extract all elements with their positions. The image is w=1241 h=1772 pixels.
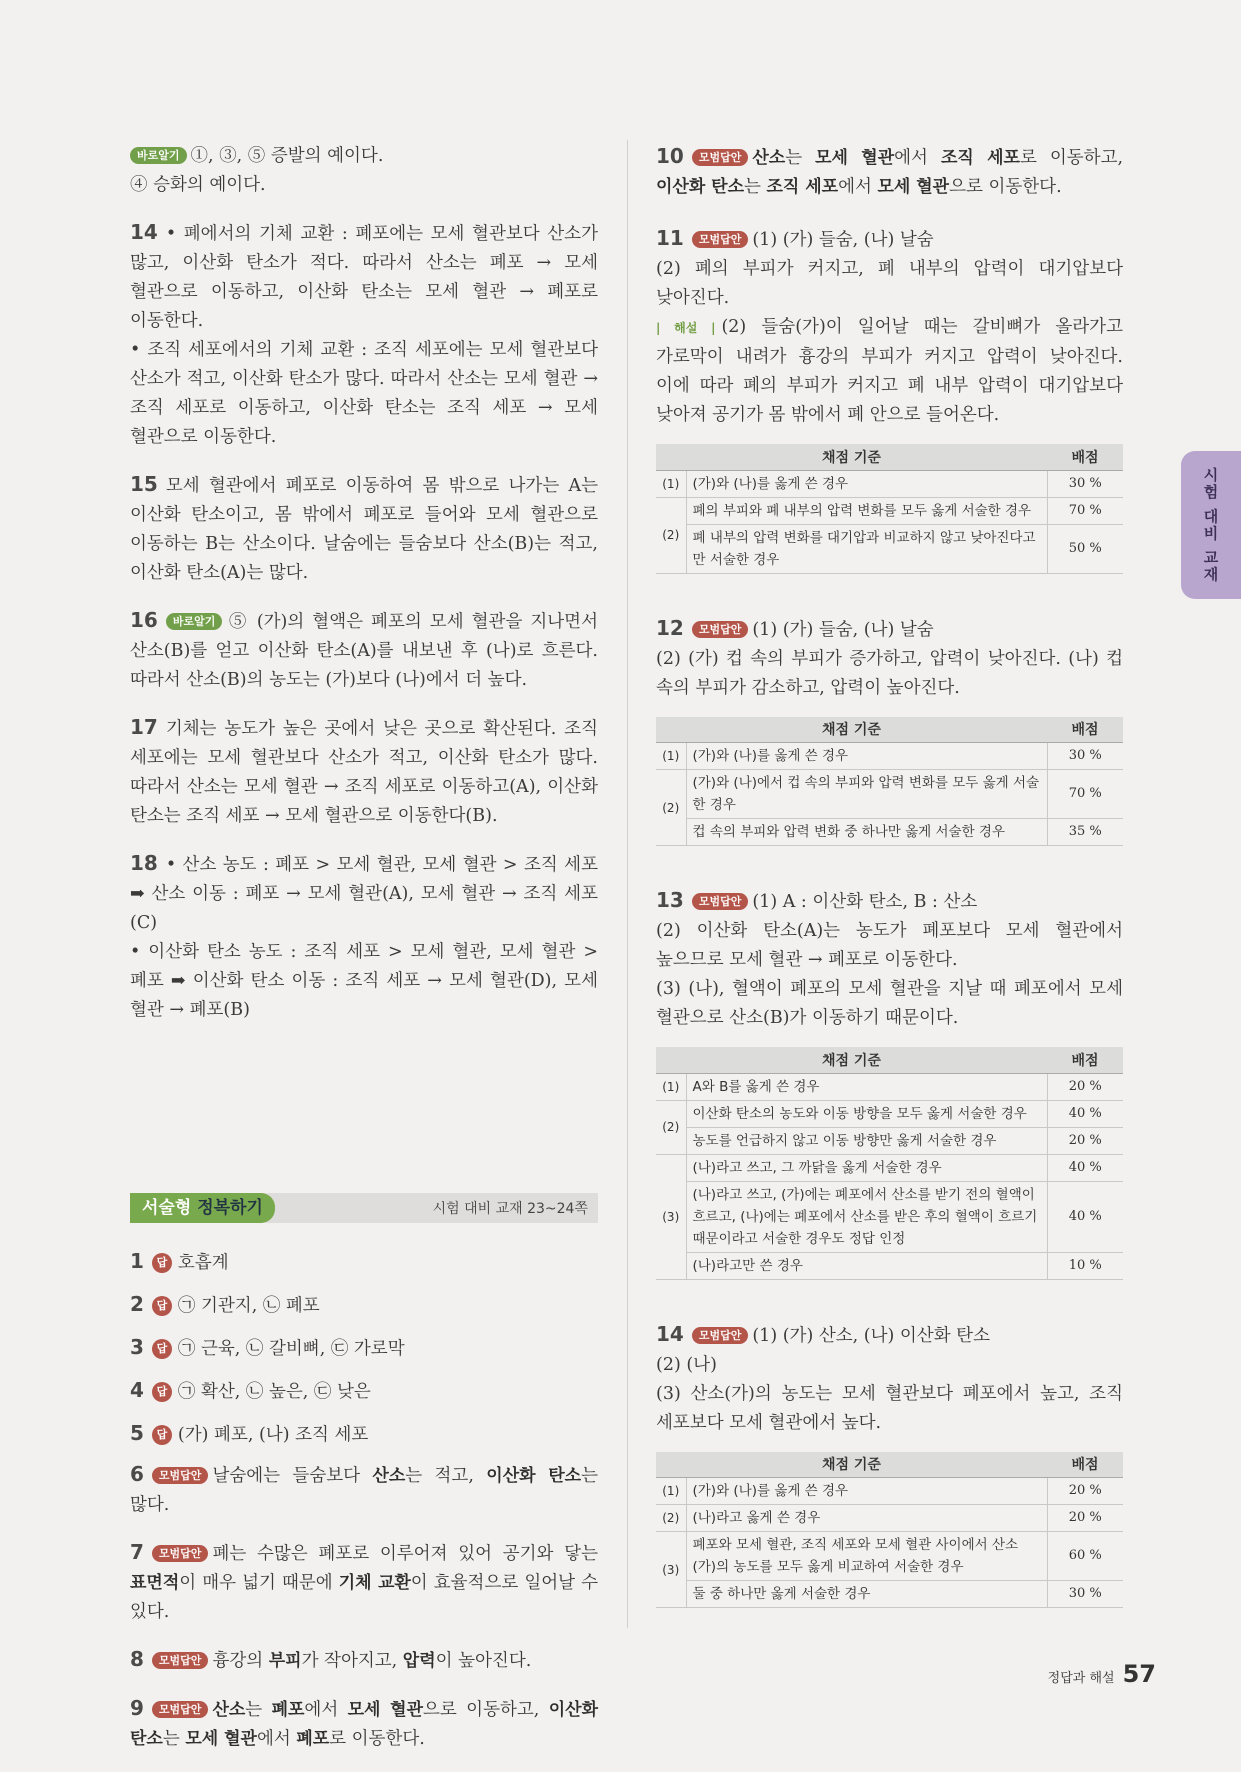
answer-14-descriptive: [656, 1320, 1123, 1609]
answer-text: 는: [245, 1700, 272, 1720]
table-cell: 70 %: [1047, 497, 1123, 524]
table-cell: (가)와 (나)를 옳게 쓴 경우: [686, 743, 1047, 770]
left-column: [130, 142, 598, 1772]
question-number: 7: [130, 1540, 144, 1564]
answer-text: (2) (나): [656, 1354, 717, 1375]
question-number: 14: [130, 220, 158, 244]
answer-text: 로 이동한다.: [329, 1729, 425, 1749]
section-title: [130, 1193, 275, 1223]
answer-6: [130, 1460, 598, 1520]
answer-15: [130, 470, 598, 588]
answer-text: 는: [162, 1729, 186, 1749]
table-header: 배점: [1047, 1047, 1123, 1073]
model-answer-badge: 모범답안: [692, 621, 749, 638]
answer-text: 흉강의: [212, 1651, 269, 1671]
question-number: 11: [656, 226, 684, 250]
short-answer-2: [130, 1284, 598, 1327]
table-cell: 20 %: [1047, 1505, 1123, 1532]
model-answer-badge: 모범답안: [152, 1545, 209, 1562]
grading-table: [656, 717, 1123, 847]
table-row: [656, 497, 1123, 524]
answer-text: 는 많다.: [130, 1466, 598, 1515]
table-cell: (나)라고 옳게 쓴 경우: [686, 1505, 1047, 1532]
table-cell: (2): [656, 1100, 686, 1154]
table-cell: 40 %: [1047, 1100, 1123, 1127]
table-cell: (1): [656, 470, 686, 497]
answer-mark: 답: [152, 1253, 172, 1273]
table-row: [656, 1252, 1123, 1279]
section-title-b: 정복하기: [191, 1198, 263, 1218]
table-cell: (나)라고 쓰고, (가)에는 폐포에서 산소를 받기 전의 혈액이 흐르고, (나)에는 폐포에서 산소를 받은 후의 혈액이 흐르기 때문이라고 서술한 경우도 정답 인정: [686, 1181, 1047, 1252]
table-cell: 20 %: [1047, 1073, 1123, 1100]
answer-7: [130, 1538, 598, 1627]
answer-text: 호흡계: [177, 1253, 229, 1273]
table-cell: (1): [656, 743, 686, 770]
keyword: 이산화 탄소: [656, 177, 745, 197]
keyword: 이산화 탄소: [486, 1466, 582, 1486]
table-cell: (3): [656, 1532, 686, 1608]
answer-8: [130, 1645, 598, 1676]
answer-text: • 조직 세포에서의 기체 교환 : 조직 세포에는 모세 혈관보다 산소가 적고, 이산화 탄소가 많다. 따라서 산소는 모세 혈관 → 조직 세포로 이동하고, 이산화 탄소는 조직 세포 → 모세 혈관으로 이동한다.: [130, 340, 598, 447]
keyword: 압력: [402, 1651, 436, 1671]
question-number: 1: [130, 1249, 144, 1273]
answer-text: (3) 산소(가)의 농도는 모세 혈관보다 폐포에서 높고, 조직 세포보다 모세 혈관에서 높다.: [656, 1383, 1123, 1433]
answer-text: 가 작아지고,: [301, 1651, 403, 1671]
answer-mark: 답: [152, 1296, 172, 1316]
table-header: 배점: [1047, 1452, 1123, 1478]
answer-12: [656, 614, 1123, 847]
table-cell: 70 %: [1047, 770, 1123, 819]
answer-text: (가) 폐포, (나) 조직 세포: [177, 1425, 369, 1445]
right-column: [656, 142, 1123, 1648]
short-answer-4: [130, 1370, 598, 1413]
page-footer: [1048, 1660, 1156, 1688]
table-header: 채점 기준: [656, 1047, 1047, 1073]
side-tab[interactable]: [1181, 451, 1241, 599]
table-cell: (3): [656, 1154, 686, 1279]
short-answer-list: [130, 1241, 598, 1456]
table-header: 채점 기준: [656, 444, 1047, 470]
model-answer-badge: 모범답안: [692, 231, 749, 248]
question-number: 18: [130, 851, 158, 875]
answer-9: [130, 1694, 598, 1754]
answer-text: 에서: [256, 1729, 297, 1749]
correct-badge: 바로알기: [130, 147, 187, 164]
section-header: [130, 1193, 598, 1223]
question-number: 14: [656, 1321, 684, 1346]
answer-text: 이 매우 넓기 때문에: [179, 1573, 339, 1593]
keyword: 모세 혈관: [815, 148, 895, 168]
table-cell: 10 %: [1047, 1252, 1123, 1279]
answer-text: 날숨에는 들숨보다: [212, 1466, 373, 1486]
table-cell: 폐포와 모세 혈관, 조직 세포와 모세 혈관 사이에서 산소(가)의 농도를 모두 옳게 비교하여 서술한 경우: [686, 1532, 1047, 1581]
answer-mark: 답: [152, 1425, 172, 1445]
model-answer-badge: 모범답안: [152, 1652, 209, 1669]
answer-text: (1) (가) 들숨, (나) 날숨: [752, 230, 934, 250]
table-cell: 40 %: [1047, 1154, 1123, 1181]
answer-18: [130, 849, 598, 1025]
keyword: 기체 교환: [338, 1573, 411, 1593]
keyword: 표면적: [130, 1573, 180, 1593]
footer-label: 정답과 해설: [1047, 1671, 1115, 1686]
answer-text: 으로 이동하고,: [423, 1700, 549, 1720]
table-cell: 20 %: [1047, 1478, 1123, 1505]
table-cell: 30 %: [1047, 743, 1123, 770]
table-cell: (1): [656, 1073, 686, 1100]
table-cell: 컵 속의 부피와 압력 변화 중 하나만 옳게 서술한 경우: [686, 819, 1047, 846]
answer-text: 에서: [304, 1700, 348, 1720]
answer-text: 는: [744, 177, 767, 197]
short-answer-5: [130, 1413, 598, 1456]
keyword: 산소: [212, 1700, 246, 1720]
table-row: [656, 1581, 1123, 1608]
table-cell: 폐의 부피와 폐 내부의 압력 변화를 모두 옳게 서술한 경우: [686, 497, 1047, 524]
answer-14: [130, 218, 598, 452]
correct-badge: 바로알기: [166, 613, 223, 630]
table-cell: 20 %: [1047, 1127, 1123, 1154]
table-row: [656, 770, 1123, 819]
keyword: 모세 혈관: [877, 177, 950, 197]
answer-text: (1) (가) 들숨, (나) 날숨: [752, 619, 934, 640]
keyword: 모세 혈관: [347, 1700, 423, 1720]
answer-16: [130, 606, 598, 695]
table-row: [656, 1532, 1123, 1581]
column-divider: [627, 140, 628, 1628]
answer-text: • 폐에서의 기체 교환 : 폐포에는 모세 혈관보다 산소가 많고, 이산화 탄소가 적다. 따라서 산소는 폐포 → 모세 혈관으로 이동하고, 이산화 탄소는 모세 혈관 → 폐포로 이동한다.: [130, 224, 598, 331]
question-number: 10: [656, 144, 684, 168]
model-answer-badge: 모범답안: [692, 1327, 749, 1344]
table-cell: 60 %: [1047, 1532, 1123, 1581]
short-answer-3: [130, 1327, 598, 1370]
answer-13: [656, 886, 1123, 1280]
model-answer-badge: 모범답안: [152, 1467, 209, 1484]
answer-text: ①, ③, ⑤ 증발의 예이다.: [190, 146, 384, 166]
table-header: 채점 기준: [656, 717, 1047, 743]
keyword: 산소: [372, 1466, 406, 1486]
question-number: 3: [130, 1335, 144, 1359]
answer-11: [656, 224, 1123, 574]
section-reference: 시험 대비 교재 23~24쪽: [432, 1201, 588, 1217]
answer-text: • 산소 농도 : 폐포 > 모세 혈관, 모세 혈관 > 조직 세포 ➡ 산소 이동 : 폐포 → 모세 혈관(A), 모세 혈관 → 조직 세포(C): [130, 855, 598, 933]
table-cell: (나)라고만 쓴 경우: [686, 1252, 1047, 1279]
short-answer-1: [130, 1241, 598, 1284]
answer-text: 로 이동하고,: [1019, 148, 1124, 168]
keyword: 모세 혈관: [185, 1729, 257, 1749]
answer-text: ④ 승화의 예이다.: [130, 175, 266, 195]
answer-text: 에서: [894, 148, 941, 168]
answer-17: [130, 713, 598, 831]
table-row: [656, 1181, 1123, 1252]
answer-text: (3) (나), 혈액이 폐포의 모세 혈관을 지날 때 폐포에서 모세 혈관으로 산소(B)가 이동하기 때문이다.: [656, 979, 1123, 1028]
table-header: 배점: [1047, 717, 1123, 743]
table-cell: 이산화 탄소의 농도와 이동 방향을 모두 옳게 서술한 경우: [686, 1100, 1047, 1127]
answer-text: ㉠ 기관지, ㉡ 폐포: [177, 1296, 320, 1316]
table-cell: (가)와 (나)를 옳게 쓴 경우: [686, 1478, 1047, 1505]
table-cell: 폐 내부의 압력 변화를 대기압과 비교하지 않고 낮아진다고만 서술한 경우: [686, 524, 1047, 573]
keyword: 조직 세포: [940, 148, 1020, 168]
table-cell: (가)와 (나)를 옳게 쓴 경우: [686, 470, 1047, 497]
table-row: [656, 1505, 1123, 1532]
table-cell: 30 %: [1047, 470, 1123, 497]
table-cell: 둘 중 하나만 옳게 서술한 경우: [686, 1581, 1047, 1608]
answer-text: 모세 혈관에서 폐포로 이동하여 몸 밖으로 나가는 A는 이산화 탄소이고, 몸 밖에서 폐포로 들어와 모세 혈관으로 이동하는 B는 산소이다. 날숨에는 들숨보다 산소(B)는 적고, 이산화 탄소(A)는 많다.: [130, 476, 598, 583]
table-cell: (2): [656, 1505, 686, 1532]
question-number: 15: [130, 472, 158, 496]
answer-text: (2) 폐의 부피가 커지고, 폐 내부의 압력이 대기압보다 낮아진다.: [656, 259, 1123, 308]
grading-table: [656, 1047, 1123, 1280]
table-row: [656, 1154, 1123, 1181]
answer-text: ㉠ 근육, ㉡ 갈비뼈, ㉢ 가로막: [177, 1339, 405, 1359]
table-cell: (1): [656, 1478, 686, 1505]
answer-text: 에서: [838, 177, 878, 197]
answer-text: 이 효율적으로 일어날 수 있다.: [130, 1573, 598, 1622]
model-answer-badge: 모범답안: [152, 1701, 209, 1718]
answer-10: [656, 142, 1123, 202]
section-title-a: 서술형: [142, 1198, 192, 1218]
keyword: 부피: [268, 1651, 302, 1671]
table-row: [656, 1478, 1123, 1505]
table-cell: (가)와 (나)에서 컵 속의 부피와 압력 변화를 모두 옳게 서술한 경우: [686, 770, 1047, 819]
question-number: 4: [130, 1378, 144, 1402]
question-number: 6: [130, 1462, 144, 1486]
table-row: [656, 524, 1123, 573]
answer-text: ⑤ (가)의 혈액은 폐포의 모세 혈관을 지나면서 산소(B)를 얻고 이산화 탄소(A)를 내보낸 후 (나)로 흐른다. 따라서 산소(B)의 농도는 (가)보다 (나)에서 더 높다.: [130, 612, 598, 690]
question-number: 17: [130, 715, 158, 739]
answer-text: (1) A : 이산화 탄소, B : 산소: [752, 892, 978, 912]
table-cell: (나)라고 쓰고, 그 까닭을 옳게 서술한 경우: [686, 1154, 1047, 1181]
keyword: 폐포: [271, 1700, 305, 1720]
table-cell: A와 B를 옳게 쓴 경우: [686, 1073, 1047, 1100]
grading-table: [656, 1452, 1123, 1609]
table-cell: 40 %: [1047, 1181, 1123, 1252]
table-cell: (2): [656, 497, 686, 573]
answer-text: (2) (가) 컵 속의 부피가 증가하고, 압력이 낮아진다. (나) 컵 속의 부피가 감소하고, 압력이 높아진다.: [656, 648, 1123, 698]
question-number: 13: [656, 888, 684, 912]
table-cell: 농도를 언급하지 않고 이동 방향만 옳게 서술한 경우: [686, 1127, 1047, 1154]
keyword: 이산화 탄소: [130, 1700, 598, 1749]
keyword: 조직 세포: [766, 177, 839, 197]
table-cell: (2): [656, 770, 686, 846]
table-row: [656, 743, 1123, 770]
answer-text: (1) (가) 산소, (나) 이산화 탄소: [752, 1325, 990, 1346]
question-number: 9: [130, 1696, 144, 1720]
keyword: 폐포: [296, 1729, 330, 1749]
answer-mark: 답: [152, 1382, 172, 1402]
answer-text: 이 높아진다.: [435, 1651, 532, 1671]
grading-table: [656, 444, 1123, 574]
question-number: 8: [130, 1647, 144, 1671]
model-answer-badge: 모범답안: [692, 149, 749, 166]
table-cell: 35 %: [1047, 819, 1123, 846]
answer-mark: 답: [152, 1339, 172, 1359]
table-row: [656, 1100, 1123, 1127]
side-tab-label: 시험 대비 교재: [1201, 466, 1220, 584]
question-number: 5: [130, 1421, 144, 1445]
question-number: 16: [130, 608, 158, 632]
table-row: [656, 470, 1123, 497]
answer-13-continued: [130, 142, 598, 200]
model-answer-badge: 모범답안: [692, 893, 749, 910]
page-number: 57: [1122, 1660, 1156, 1688]
answer-text: • 이산화 탄소 농도 : 조직 세포 > 모세 혈관, 모세 혈관 > 폐포 ➡ 이산화 탄소 이동 : 조직 세포 → 모세 혈관(D), 모세 혈관 → 폐포(B): [130, 942, 598, 1020]
answer-text: 으로 이동한다.: [949, 177, 1062, 197]
table-header: 배점: [1047, 444, 1123, 470]
table-cell: 30 %: [1047, 1581, 1123, 1608]
table-cell: 50 %: [1047, 524, 1123, 573]
answer-text: (2) 이산화 탄소(A)는 농도가 폐포보다 모세 혈관에서 높으므로 모세 혈관 → 폐포로 이동한다.: [656, 921, 1123, 970]
answer-text: ㉠ 확산, ㉡ 높은, ㉢ 낮은: [177, 1382, 371, 1402]
answer-text: 기체는 농도가 높은 곳에서 낮은 곳으로 확산된다. 조직 세포에는 모세 혈관보다 산소가 적고, 이산화 탄소가 많다. 따라서 산소는 모세 혈관 → 조직 세포로 이동하고(A), 이산화 탄소는 조직 세포 → 모세 혈관으로 이동한다(B).: [130, 719, 598, 826]
answer-text: 는 적고,: [405, 1466, 487, 1486]
table-row: [656, 1127, 1123, 1154]
explanation-label: | 해설 |: [656, 321, 716, 335]
keyword: 산소: [752, 148, 786, 168]
table-header: 채점 기준: [656, 1452, 1047, 1478]
question-number: 2: [130, 1292, 144, 1316]
table-row: [656, 819, 1123, 846]
answer-text: 는: [785, 148, 816, 168]
question-number: 12: [656, 615, 684, 640]
explanation-text: (2) 들숨(가)이 일어날 때는 갈비뼈가 올라가고 가로막이 내려가 흉강의 부피가 커지고 압력이 낮아진다. 이에 따라 폐의 부피가 커지고 폐 내부 압력이 대기압보다 낮아져 공기가 몸 밖에서 폐 안으로 들어온다.: [656, 317, 1123, 425]
answer-text: 폐는 수많은 폐포로 이루어져 있어 공기와 닿는: [212, 1544, 598, 1564]
table-row: [656, 1073, 1123, 1100]
